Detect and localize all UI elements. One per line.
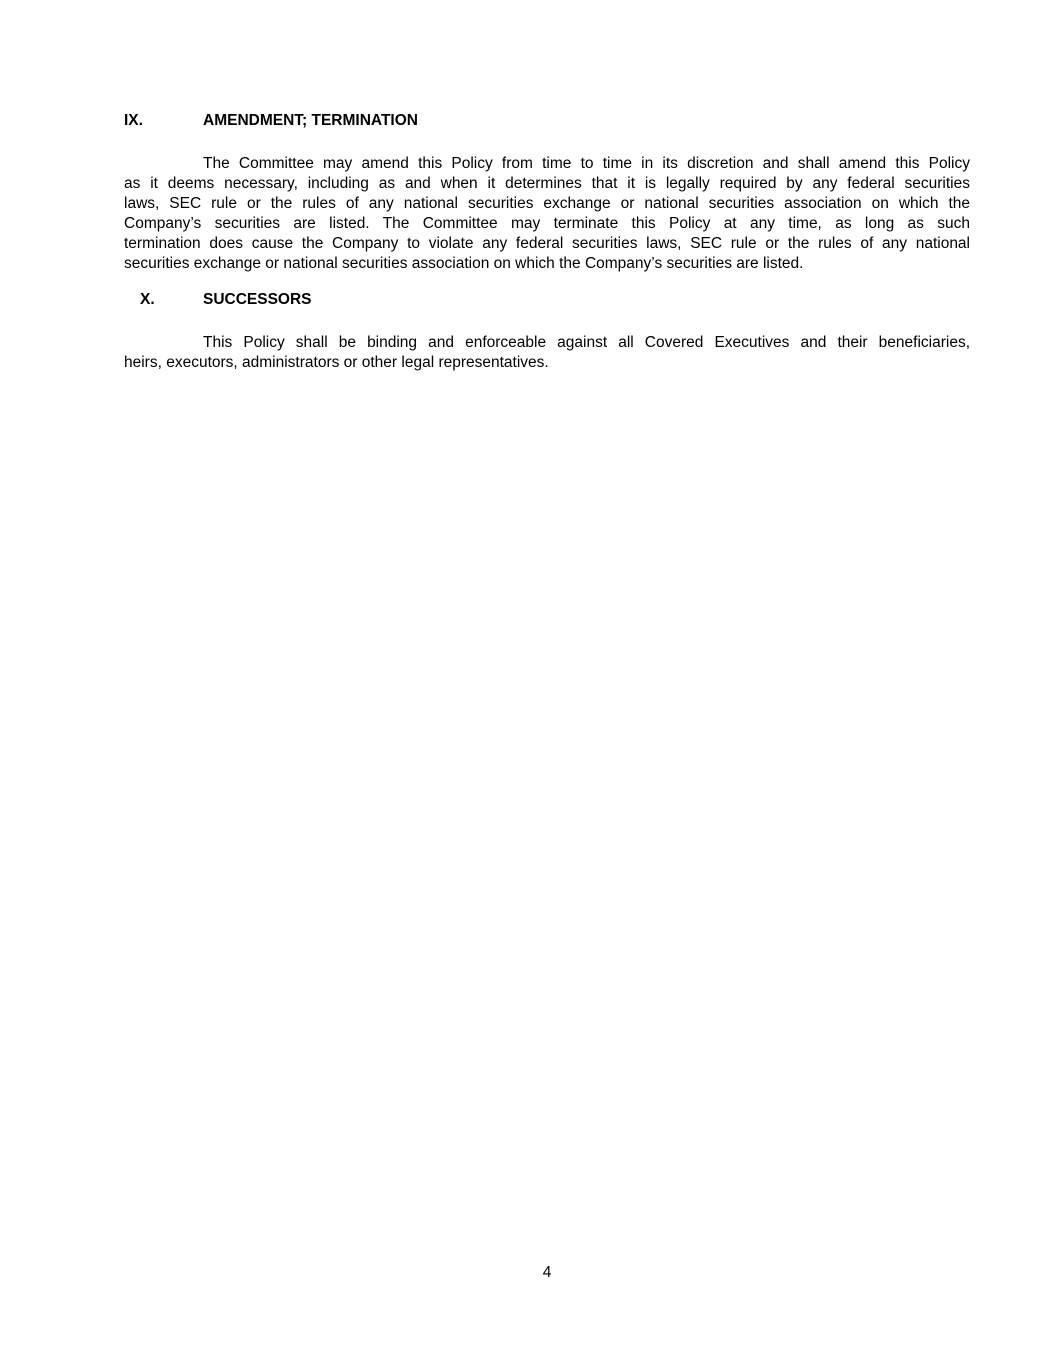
section-heading [124,290,970,310]
paragraph-line: Company’s securities are listed. The Committee may terminate this Policy at any time, as long as such [124,215,970,232]
page-number: 4 [542,1264,552,1281]
paragraph [124,333,970,373]
section-numeral: IX. [124,112,143,129]
section-title: SUCCESSORS [203,291,312,308]
paragraph-line: heirs, executors, administrators or other legal representatives. [124,354,549,371]
section-numeral: X. [140,291,155,308]
paragraph-line: laws, SEC rule or the rules of any national securities exchange or national securities association on which the [124,195,970,212]
section-heading [124,111,970,131]
paragraph-line: as it deems necessary, including as and when it determines that it is legally required by any federal securities [124,175,970,192]
paragraph [124,154,970,274]
document-body [124,111,970,389]
section [124,111,970,274]
paragraph-line: termination does cause the Company to violate any federal securities laws, SEC rule or the rules of any national [124,235,970,252]
section-title: AMENDMENT; TERMINATION [203,112,418,129]
section [124,290,970,373]
paragraph-line: securities exchange or national securities association on which the Company’s securities are listed. [124,255,804,272]
paragraph-line: The Committee may amend this Policy from time to time in its discretion and shall amend this Policy [203,155,970,172]
paragraph-line: This Policy shall be binding and enforceable against all Covered Executives and their beneficiaries, [203,334,970,351]
